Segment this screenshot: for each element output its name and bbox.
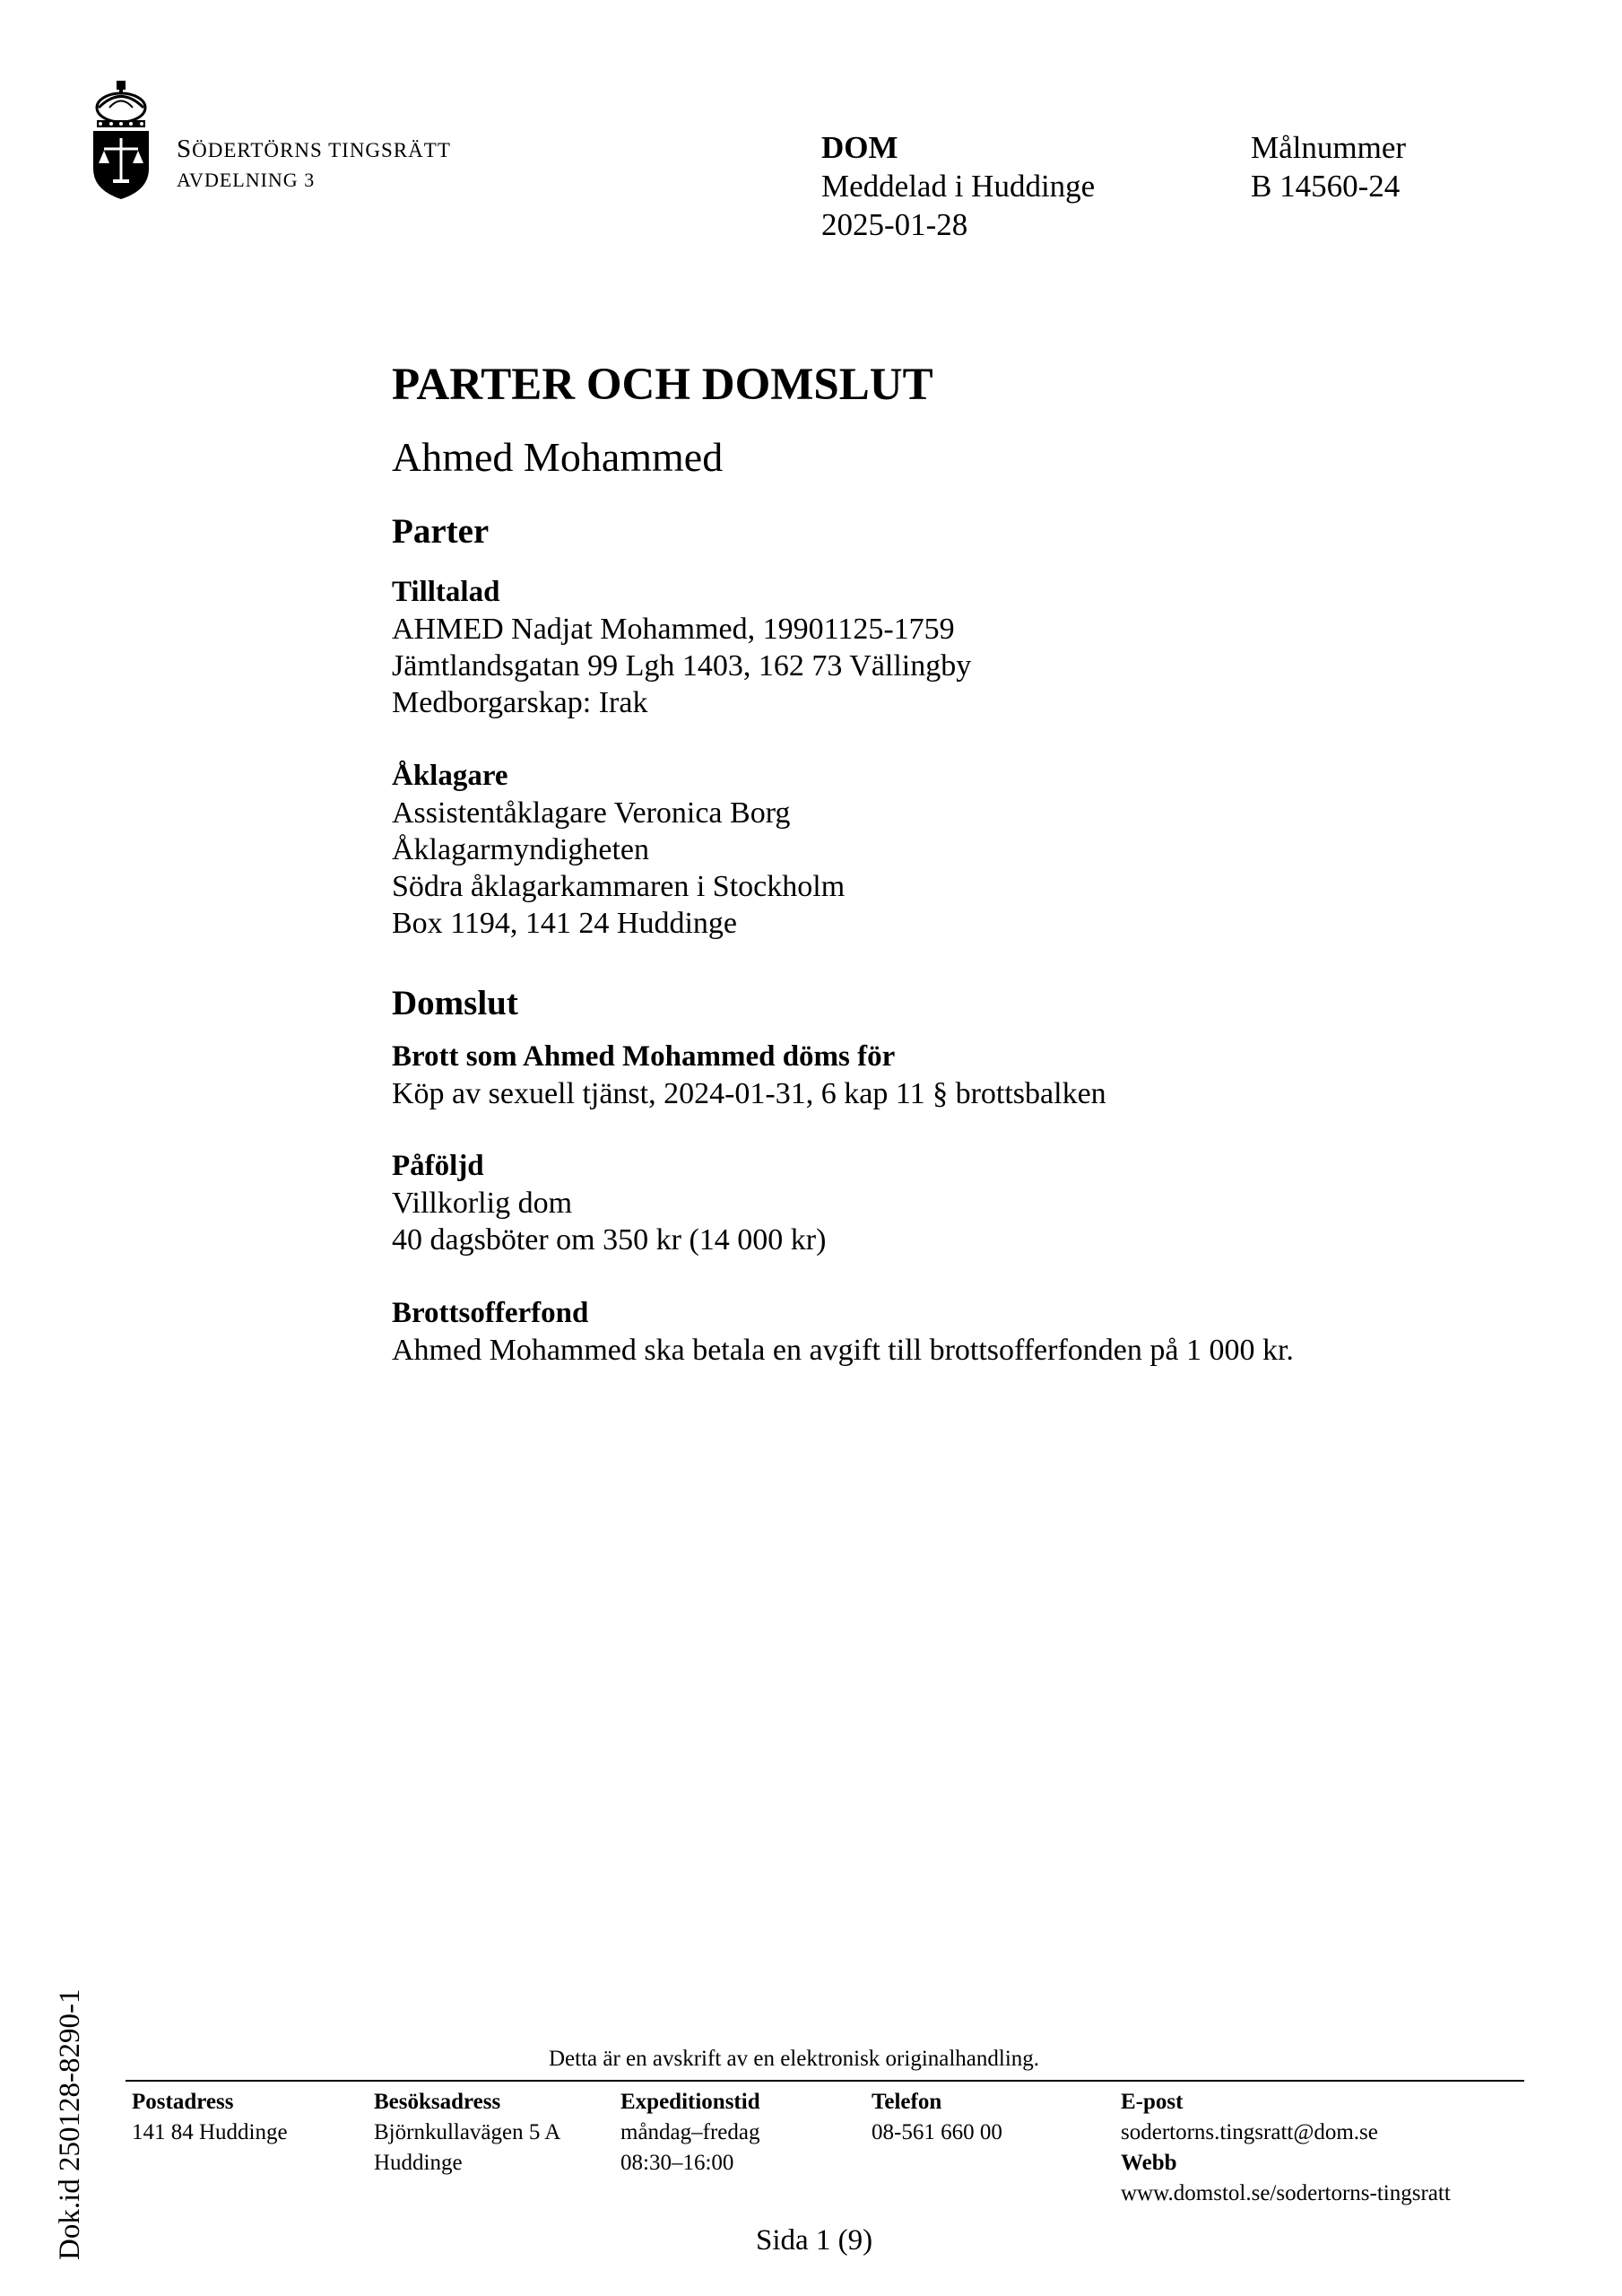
case-number: B 14560-24 (1251, 169, 1401, 204)
prosecutor-line: Assistentåklagare Veronica Borg (392, 796, 791, 830)
footer-value: Björnkullavägen 5 A (374, 2120, 561, 2144)
parties-heading: Parter (392, 512, 490, 551)
crime-line: Köp av sexuell tjänst, 2024-01-31, 6 kap 11 § brottsbalken (392, 1077, 1106, 1110)
document-type: DOM (821, 130, 898, 165)
court-emblem-icon (90, 81, 152, 199)
document-id: Dok.id 250128-8290-1 (54, 1988, 86, 2260)
footer-phone (872, 2087, 1002, 2148)
footer-office-hours (620, 2087, 760, 2179)
victim-fund-section (392, 1295, 1294, 1369)
footer-value: 08:30–16:00 (620, 2151, 734, 2175)
person-name: Ahmed Mohammed (392, 434, 724, 480)
footer-label: Expeditionstid (620, 2090, 760, 2114)
footer-note: Detta är en avskrift av en elektronisk originalhandling. (549, 2047, 1040, 2071)
crime-heading: Brott som Ahmed Mohammed döms för (392, 1040, 896, 1073)
victim-fund-heading: Brottsofferfond (392, 1297, 589, 1329)
sanction-line: Villkorlig dom (392, 1187, 573, 1220)
footer-postal-address (132, 2087, 288, 2148)
footer-label: Besöksadress (374, 2090, 501, 2114)
case-number-label: Målnummer (1251, 130, 1407, 165)
defendant-line: Medborgarskap: Irak (392, 686, 648, 719)
footer-contact (1121, 2087, 1451, 2209)
footer-label: E-post (1121, 2090, 1184, 2114)
prosecutor-line: Box 1194, 141 24 Huddinge (392, 907, 738, 940)
footer-divider (126, 2080, 1524, 2082)
issued-place: Meddelad i Huddinge (821, 169, 1096, 204)
footer-label: Webb (1121, 2151, 1177, 2175)
sanction-line: 40 dagsböter om 350 kr (14 000 kr) (392, 1223, 827, 1257)
page-title: PARTER OCH DOMSLUT (392, 360, 933, 410)
prosecutor-line: Södra åklagarkammaren i Stockholm (392, 870, 846, 903)
footer-label: Telefon (872, 2090, 942, 2114)
prosecutor-line: Åklagarmyndigheten (392, 833, 650, 866)
page-number: Sida 1 (9) (756, 2224, 873, 2257)
footer-value: Huddinge (374, 2151, 463, 2175)
email-link[interactable]: sodertorns.tingsratt@dom.se (1121, 2120, 1378, 2144)
defendant-line: AHMED Nadjat Mohammed, 19901125-1759 (392, 613, 955, 646)
footer-value: måndag–fredag (620, 2120, 760, 2144)
sanction-heading: Påföljd (392, 1150, 484, 1182)
footer-value: 141 84 Huddinge (132, 2120, 288, 2144)
footer-visiting-address (374, 2087, 560, 2179)
crime-section (392, 1039, 1106, 1112)
website-link[interactable]: www.domstol.se/sodertorns-tingsratt (1121, 2181, 1451, 2205)
verdict-heading: Domslut (392, 984, 518, 1022)
prosecutor-heading: Åklagare (392, 760, 508, 792)
defendant-line: Jämtlandsgatan 99 Lgh 1403, 162 73 Vällingby (392, 649, 972, 683)
court-name: SÖDERTÖRNS TINGSRÄTT (177, 135, 451, 163)
footer-value: 08-561 660 00 (872, 2120, 1002, 2144)
prosecutor-section (392, 758, 845, 942)
defendant-section (392, 574, 971, 721)
sanction-section (392, 1148, 826, 1258)
issued-date: 2025-01-28 (821, 207, 968, 242)
victim-fund-line: Ahmed Mohammed ska betala en avgift till brottsofferfonden på 1 000 kr. (392, 1334, 1294, 1367)
footer-label: Postadress (132, 2090, 234, 2114)
court-department: AVDELNING 3 (177, 169, 316, 191)
defendant-heading: Tilltalad (392, 576, 500, 608)
